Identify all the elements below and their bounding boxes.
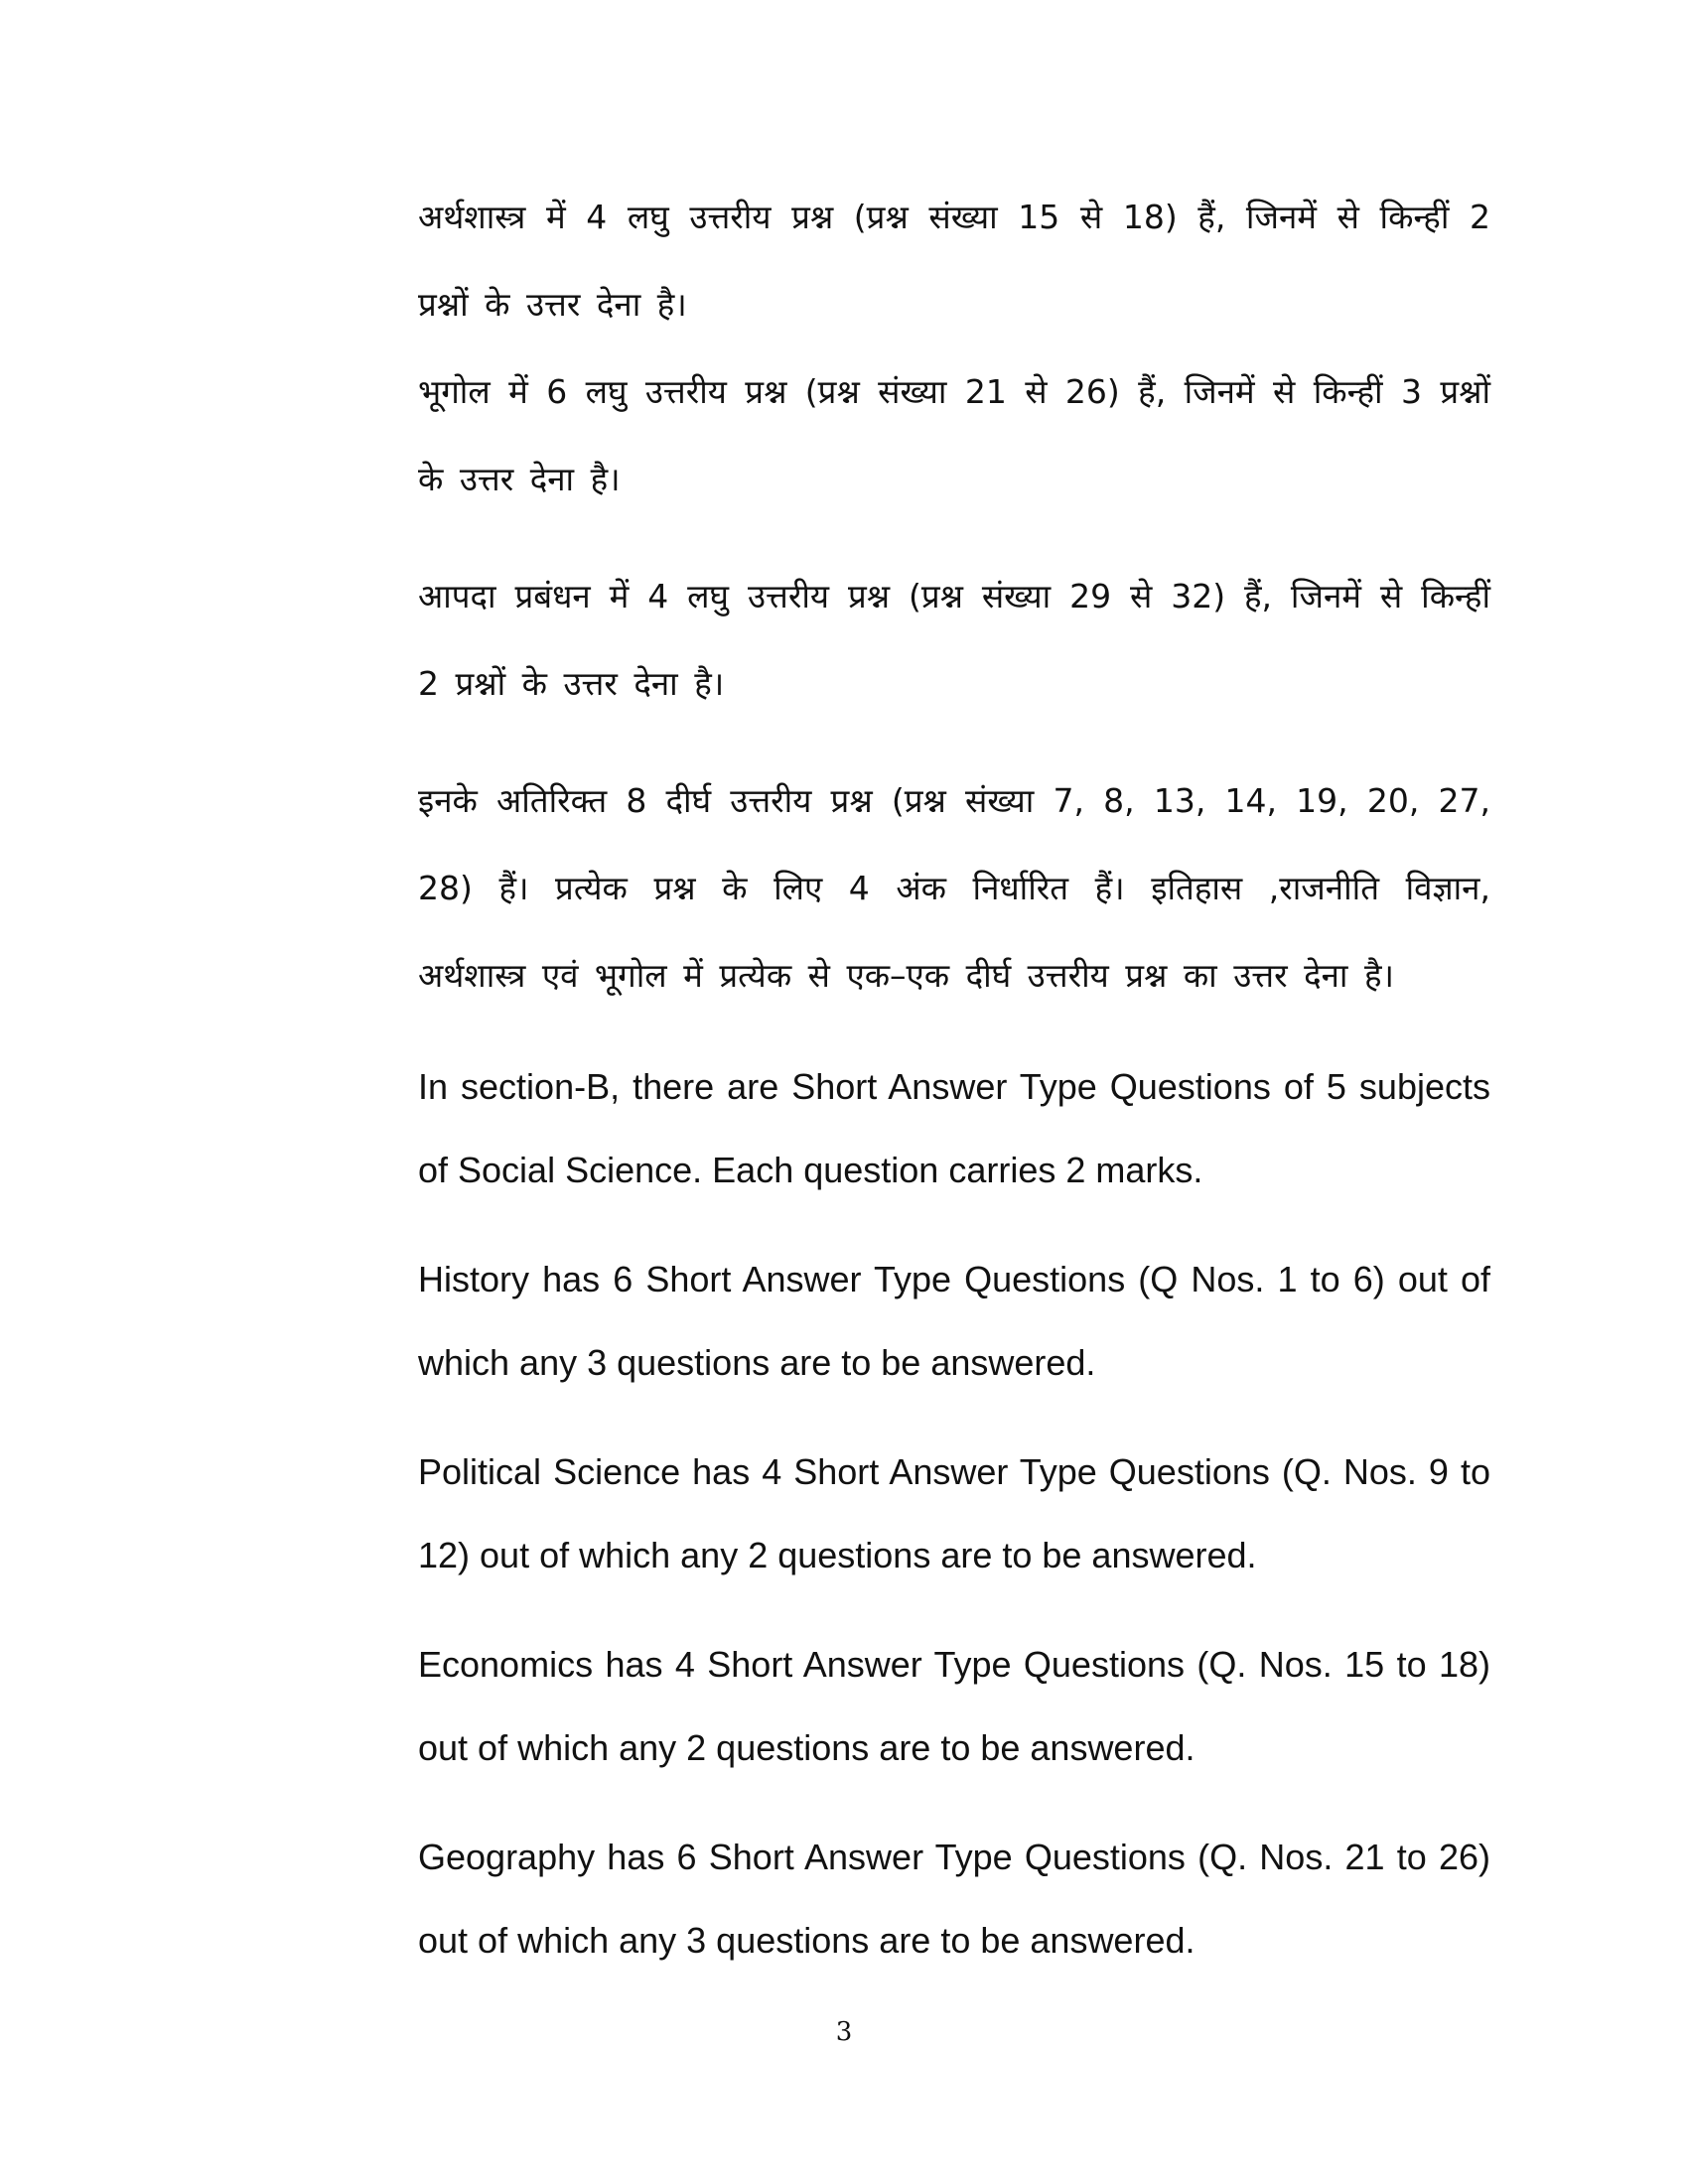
hindi-economics-paragraph: अर्थशास्त्र में 4 लघु उत्तरीय प्रश्न (प्रश्न संख्या 15 से 18) हैं, जिनमें से किन्हीं 2 प्रश्नों के उत्तर देना है। [418, 198, 1490, 324]
hindi-disaster-management-paragraph: आपदा प्रबंधन में 4 लघु उत्तरीय प्रश्न (प्रश्न संख्या 29 से 32) हैं, जिनमें से किन्हीं 2 प्रश्नों के उत्तर देना है। [418, 577, 1490, 703]
page-content [418, 174, 1490, 1982]
page-number: 3 [835, 2017, 853, 2047]
english-economics-paragraph: Economics has 4 Short Answer Type Questions (Q. Nos. 15 to 18) out of which any 2 questions are to be answered. [418, 1644, 1490, 1768]
english-political-science-paragraph: Political Science has 4 Short Answer Type Questions (Q. Nos. 9 to 12) out of which any 2 questions are to be answered. [418, 1451, 1490, 1575]
english-geography-paragraph: Geography has 6 Short Answer Type Questions (Q. Nos. 21 to 26) out of which any 3 questions are to be answered. [418, 1837, 1490, 1961]
english-history-paragraph: History has 6 Short Answer Type Questions (Q Nos. 1 to 6) out of which any 3 questions are to be answered. [418, 1259, 1490, 1383]
hindi-geography-paragraph: भूगोल में 6 लघु उत्तरीय प्रश्न (प्रश्न संख्या 21 से 26) हैं, जिनमें से किन्हीं 3 प्रश्नों के उत्तर देना है। [418, 372, 1490, 498]
hindi-long-answer-paragraph: इनके अतिरिक्त 8 दीर्घ उत्तरीय प्रश्न (प्रश्न संख्या 7, 8, 13, 14, 19, 20, 27, 28) हैं। प्रत्येक प्रश्न के लिए 4 अंक निर्धारित हैं। इतिहास ,राजनीति विज्ञान, अर्थशास्त्र एवं भूगोल में प्रत्येक से एक–एक दीर्घ उत्तरीय प्रश्न का उत्तर देना है। [418, 781, 1490, 995]
english-section-b-paragraph: In section-B, there are Short Answer Type Questions of 5 subjects of Social Science. Each question carries 2 marks. [418, 1066, 1490, 1190]
